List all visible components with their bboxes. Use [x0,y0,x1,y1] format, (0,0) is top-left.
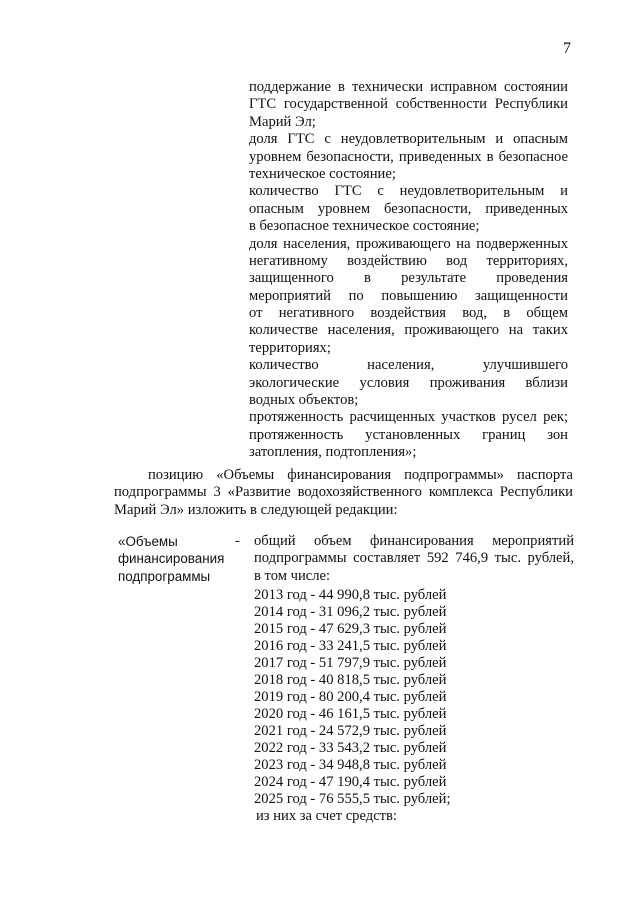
indicator-line: от негативного воздействия вод, в общем [249,305,568,322]
description-line: подпрограммы составляет 592 746,9 тыс. рублей, [254,550,574,567]
indicators-block [249,79,568,462]
year-amount: 2017 год - 51 797,9 тыс. рублей [254,655,447,672]
description-line: в том числе: [254,567,331,584]
indicator-line: доля ГТС с неудовлетворительным и опасным [249,131,568,148]
indicator-line: Марий Эл; [249,113,316,130]
year-amount: 2016 год - 33 241,5 тыс. рублей [254,638,447,655]
indicator-line: техническое состояние; [249,165,396,182]
year-amount: 2025 год - 76 555,5 тыс. рублей; [254,791,451,808]
amendment-paragraph [114,467,573,519]
indicator-line: экологические условия проживания вблизи [249,374,568,391]
indicator-line: протяженность установленных границ зон [249,426,568,443]
indicator-line: водных объектов; [249,392,359,409]
indicator-line: поддержание в технически исправном состоянии [249,79,568,95]
paragraph-line: позицию «Объемы финансирования подпрограммы» паспорта [148,467,573,483]
indicator-line: территориях; [249,339,331,356]
indicator-line: уровнем безопасности, приведенных в безопасное [249,148,568,165]
financing-details [254,533,574,826]
sources-intro: из них за счет средств: [256,808,397,825]
year-amount: 2020 год - 46 161,5 тыс. рублей [254,706,447,723]
indicator-line: протяженность расчищенных участков русел рек; [249,409,568,426]
year-amount: 2013 год - 44 990,8 тыс. рублей [254,587,447,604]
indicator-line: доля населения, проживающего на подверженных [249,235,568,252]
indicator-line: количестве населения, проживающего на таких [249,322,568,339]
separator-dash: - [235,533,240,549]
year-amount: 2021 год - 24 572,9 тыс. рублей [254,723,447,740]
indicator-line: мероприятий по повышению защищенности [249,287,568,304]
year-amount: 2024 год - 47 190,4 тыс. рублей [254,774,447,791]
paragraph-line: Марий Эл» изложить в следующей редакции: [114,501,398,518]
financing-label [118,533,248,585]
year-amount: 2015 год - 47 629,3 тыс. рублей [254,621,447,638]
year-amount: 2018 год - 40 818,5 тыс. рублей [254,672,447,689]
year-amount: 2014 год - 31 096,2 тыс. рублей [254,604,447,621]
paragraph-line: подпрограммы 3 «Развитие водохозяйственного комплекса Республики [114,484,573,501]
year-amount: 2019 год - 80 200,4 тыс. рублей [254,689,447,706]
description-line: общий объем финансирования мероприятий [254,533,574,549]
indicator-line: защищенного в результате проведения [249,270,568,287]
indicator-line: опасным уровнем безопасности, приведенных [249,200,568,217]
indicator-line: количество ГТС с неудовлетворительным и [249,183,568,200]
indicator-line: ГТС государственной собственности Республики [249,96,568,113]
label-line: подпрограммы [118,568,211,584]
label-line: «Объемы [118,534,178,549]
year-amount: 2022 год - 33 543,2 тыс. рублей [254,740,447,757]
page-number: 7 [563,40,571,57]
indicator-line: негативному воздействию вод территориях, [249,252,568,269]
label-line: финансирования [118,551,225,567]
indicator-line: количество населения, улучшившего [249,357,568,374]
indicator-line: в безопасное техническое состояние; [249,218,480,235]
year-amount: 2023 год - 34 948,8 тыс. рублей [254,757,447,774]
indicator-line: затопления, подтопления»; [249,444,417,461]
yearly-amounts-list [254,587,574,808]
